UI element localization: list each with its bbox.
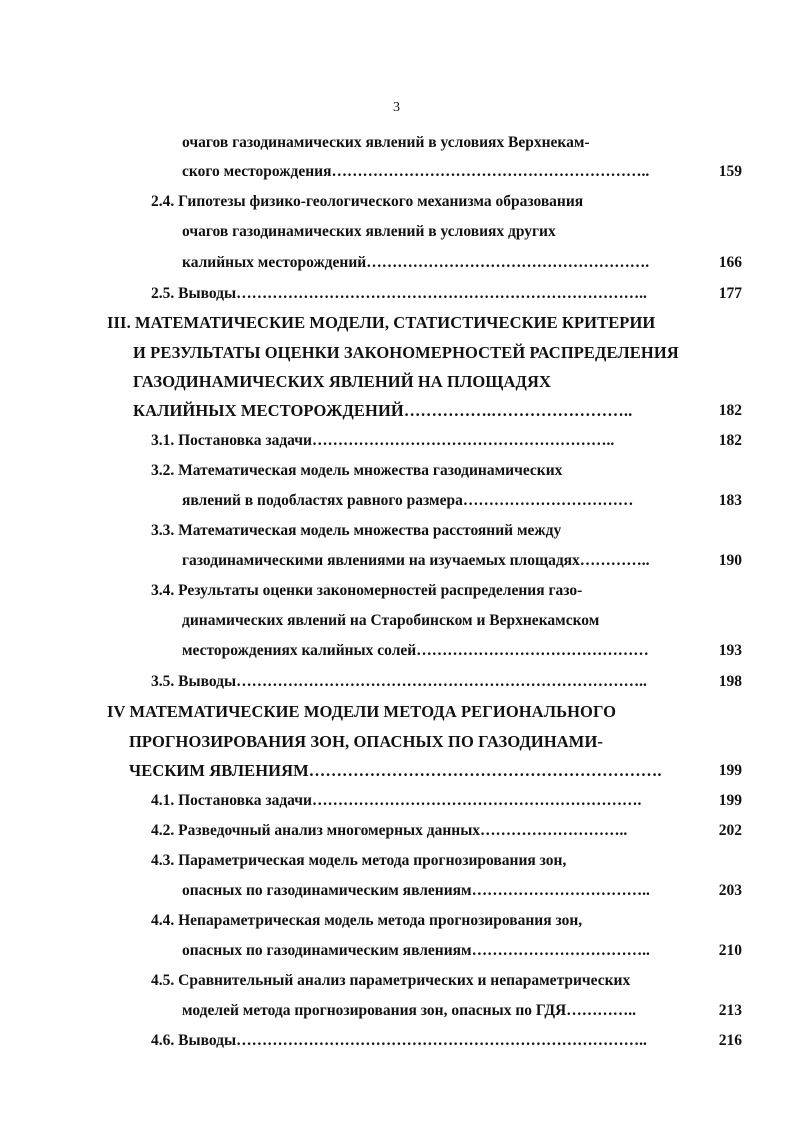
toc-entry-2-4-line-2: очагов газодинамических явлений в условиях других [182,223,556,240]
toc-page-3-3: 190 [718,552,742,569]
toc-entry-3-4-line-1: 3.4. Результаты оценки закономерностей распределения газо- [151,582,583,599]
toc-entry-4-4-line-1: 4.4. Непараметрическая модель метода прогнозирования зон, [151,912,583,929]
toc-page-4-6: 216 [718,1032,742,1049]
toc-entry-3-2-line-1: 3.2. Математическая модель множества газодинамических [151,462,563,479]
toc-entry-4-2: 4.2. Разведочный анализ многомерных данных……………………….. [151,822,628,839]
toc-entry-2-3-line-1: очагов газодинамических явлений в условиях Верхнекам- [182,134,590,151]
toc-chapter-3-line-1: III. МАТЕМАТИЧЕСКИЕ МОДЕЛИ, СТАТИСТИЧЕСКИЕ КРИТЕРИИ [107,313,656,332]
toc-page-chapter-4: 199 [718,762,742,779]
toc-page-2-4: 166 [718,254,742,271]
toc-chapter-4-line-1: IV МАТЕМАТИЧЕСКИЕ МОДЕЛИ МЕТОДА РЕГИОНАЛЬНОГО [107,702,617,721]
toc-entry-4-4-line-2: опасных по газодинамическим явлениям…………………………….. [182,942,650,959]
toc-chapter-3-line-2: И РЕЗУЛЬТАТЫ ОЦЕНКИ ЗАКОНОМЕРНОСТЕЙ РАСПРЕДЕЛЕНИЯ [133,343,679,362]
toc-entry-4-6: 4.6. Выводы…………………………………………………………………….. [151,1032,647,1049]
toc-chapter-4-line-3: ЧЕСКИМ ЯВЛЕНИЯМ………………………………………………………. [129,761,662,780]
toc-entry-3-4-line-3: месторождениях калийных солей……………………………………… [182,642,649,659]
toc-page-4-3: 203 [718,882,742,899]
toc-entry-3-2-line-2: явлений в подобластях равного размера…………………………… [182,492,634,509]
toc-entry-2-3-line-2: ского месторождения…………………………………………………….. [182,163,650,180]
toc-entry-2-5: 2.5. Выводы…………………………………………………………………….. [151,285,647,302]
toc-chapter-3-line-3: ГАЗОДИНАМИЧЕСКИХ ЯВЛЕНИЙ НА ПЛОЩАДЯХ [133,372,552,391]
toc-entry-3-3-line-1: 3.3. Математическая модель множества расстояний между [151,522,562,539]
toc-page-4-5: 213 [718,1002,742,1019]
toc-page-4-4: 210 [718,942,742,959]
toc-entry-4-3-line-2: опасных по газодинамическим явлениям…………………………….. [182,882,650,899]
toc-entry-2-4-line-1: 2.4. Гипотезы физико-геологического механизма образования [151,193,584,210]
toc-page-3-2: 183 [718,492,742,509]
toc-page-3-5: 198 [718,673,742,690]
toc-entry-4-5-line-2: моделей метода прогнозирования зон, опасных по ГДЯ………….. [182,1002,636,1019]
toc-page-3-4: 193 [718,642,742,659]
toc-page-4-1: 199 [718,792,742,809]
toc-page-chapter-3: 182 [718,402,742,419]
toc-entry-2-4-line-3: калийных месторождений………………………………………………. [182,254,650,271]
toc-entry-4-3-line-1: 4.3. Параметрическая модель метода прогнозирования зон, [151,852,567,869]
toc-page-3-1: 182 [718,432,742,449]
toc-chapter-3-line-4: КАЛИЙНЫХ МЕСТОРОЖДЕНИЙ…………….…………………….. [133,401,633,420]
toc-page-4-2: 202 [718,822,742,839]
toc-entry-3-5: 3.5. Выводы…………………………………………………………………….. [151,673,647,690]
page-number: 3 [393,100,400,115]
toc-entry-4-5-line-1: 4.5. Сравнительный анализ параметрических и непараметрических [151,972,631,989]
toc-entry-3-3-line-2: газодинамическими явлениями на изучаемых площадях………….. [182,552,650,569]
toc-entry-4-1: 4.1. Постановка задачи………………………………………………………. [151,792,642,809]
toc-chapter-4-line-2: ПРОГНОЗИРОВАНИЯ ЗОН, ОПАСНЫХ ПО ГАЗОДИНАМИ- [129,732,604,751]
toc-entry-3-4-line-2: динамических явлений на Старобинском и Верхнекамском [182,612,600,629]
toc-page-2-5: 177 [718,285,742,302]
toc-entry-3-1: 3.1. Постановка задачи………………………………………………….. [151,432,615,449]
toc-page-2-3: 159 [718,163,742,180]
